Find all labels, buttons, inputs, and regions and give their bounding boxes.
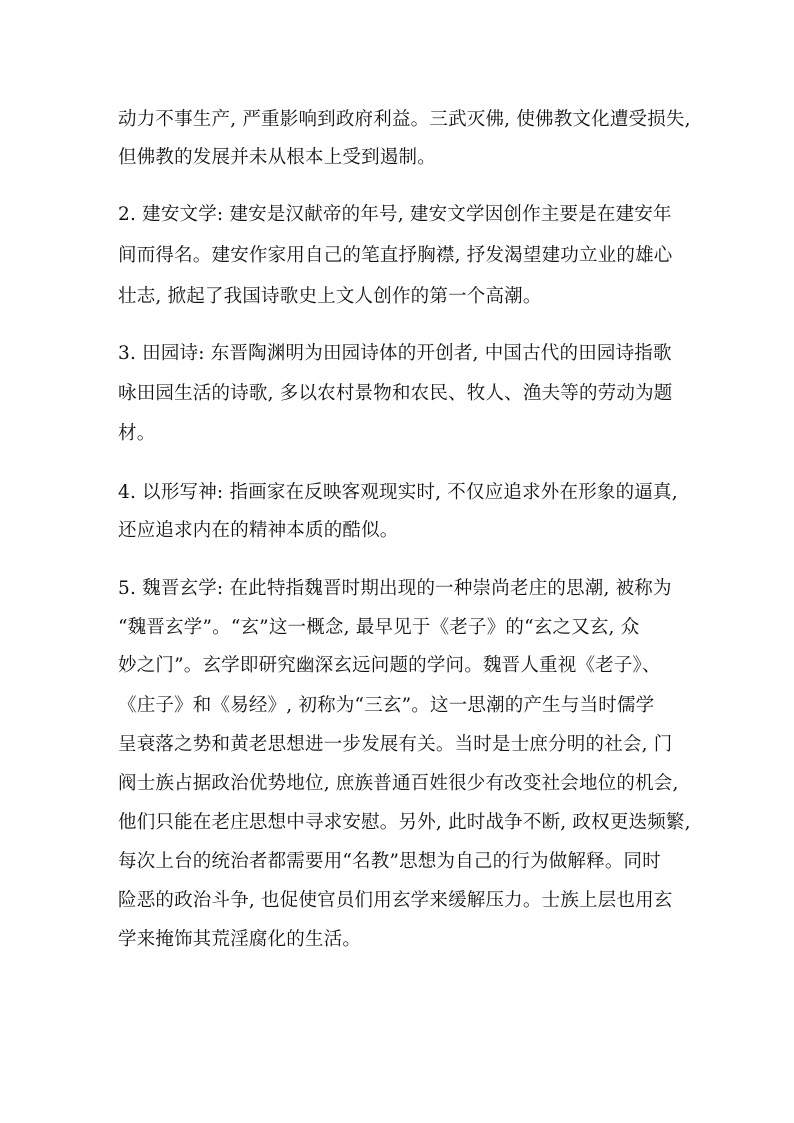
paragraph-1-line-2: 但佛教的发展并未从根本上受到遏制。 bbox=[118, 147, 436, 168]
paragraph-2-line-2: 间而得名。建安作家用自己的笔直抒胸襟, 抒发渴望建功立业的雄心 bbox=[118, 245, 673, 266]
paragraph-2-line-3: 壮志, 掀起了我国诗歌史上文人创作的第一个高潮。 bbox=[118, 286, 542, 307]
paragraph-5-line-7: 他们只能在老庄思想中寻求安慰。另外, 此时战争不断, 政权更迭频繁, bbox=[118, 812, 691, 833]
paragraph-4-line-1: 4. 以形写神: 指画家在反映客观现实时, 不仅应追求外在形象的逼真, bbox=[118, 482, 678, 503]
paragraph-5-line-10: 学来掩饰其荒淫腐化的生活。 bbox=[118, 929, 362, 950]
paragraph-2-line-1: 2. 建安文学: 建安是汉献帝的年号, 建安文学因创作主要是在建安年 bbox=[118, 204, 672, 225]
paragraph-5-line-8: 每次上台的统治者都需要用“名教”思想为自己的行为做解释。同时 bbox=[118, 851, 661, 872]
paragraph-3-line-1: 3. 田园诗: 东晋陶渊明为田园诗体的开创者, 中国古代的田园诗指歌 bbox=[118, 343, 672, 364]
paragraph-5-line-5: 呈衰落之势和黄老思想进一步发展有关。当时是士庶分明的社会, 门 bbox=[118, 734, 673, 755]
paragraph-3-line-3: 材。 bbox=[118, 423, 156, 444]
paragraph-5-line-4: 《庄子》和《易经》, 初称为“三玄”。这一思潮的产生与当时儒学 bbox=[118, 695, 655, 716]
paragraph-5-line-6: 阀士族占据政治优势地位, 庶族普通百姓很少有改变社会地位的机会, bbox=[118, 773, 679, 794]
paragraph-1-line-1: 动力不事生产, 严重影响到政府利益。三武灭佛, 使佛教文化遭受损失, bbox=[118, 109, 691, 130]
paragraph-5-line-1: 5. 魏晋玄学: 在此特指魏晋时期出现的一种崇尚老庄的思潮, 被称为 bbox=[118, 578, 672, 599]
paragraph-4-line-2: 还应追求内在的精神本质的酷似。 bbox=[118, 520, 399, 541]
paragraph-5-line-2: “魏晋玄学”。“玄”这一概念, 最早见于《老子》的“玄之又玄, 众 bbox=[118, 617, 640, 638]
paragraph-3-line-2: 咏田园生活的诗歌, 多以农村景物和农民、牧人、渔夫等的劳动为题 bbox=[118, 383, 673, 404]
paragraph-5-line-9: 险恶的政治斗争, 也促使官员们用玄学来缓解压力。士族上层也用玄 bbox=[118, 890, 673, 911]
paragraph-5-line-3: 妙之门”。玄学即研究幽深玄远问题的学问。魏晋人重视《老子》、 bbox=[118, 655, 661, 676]
